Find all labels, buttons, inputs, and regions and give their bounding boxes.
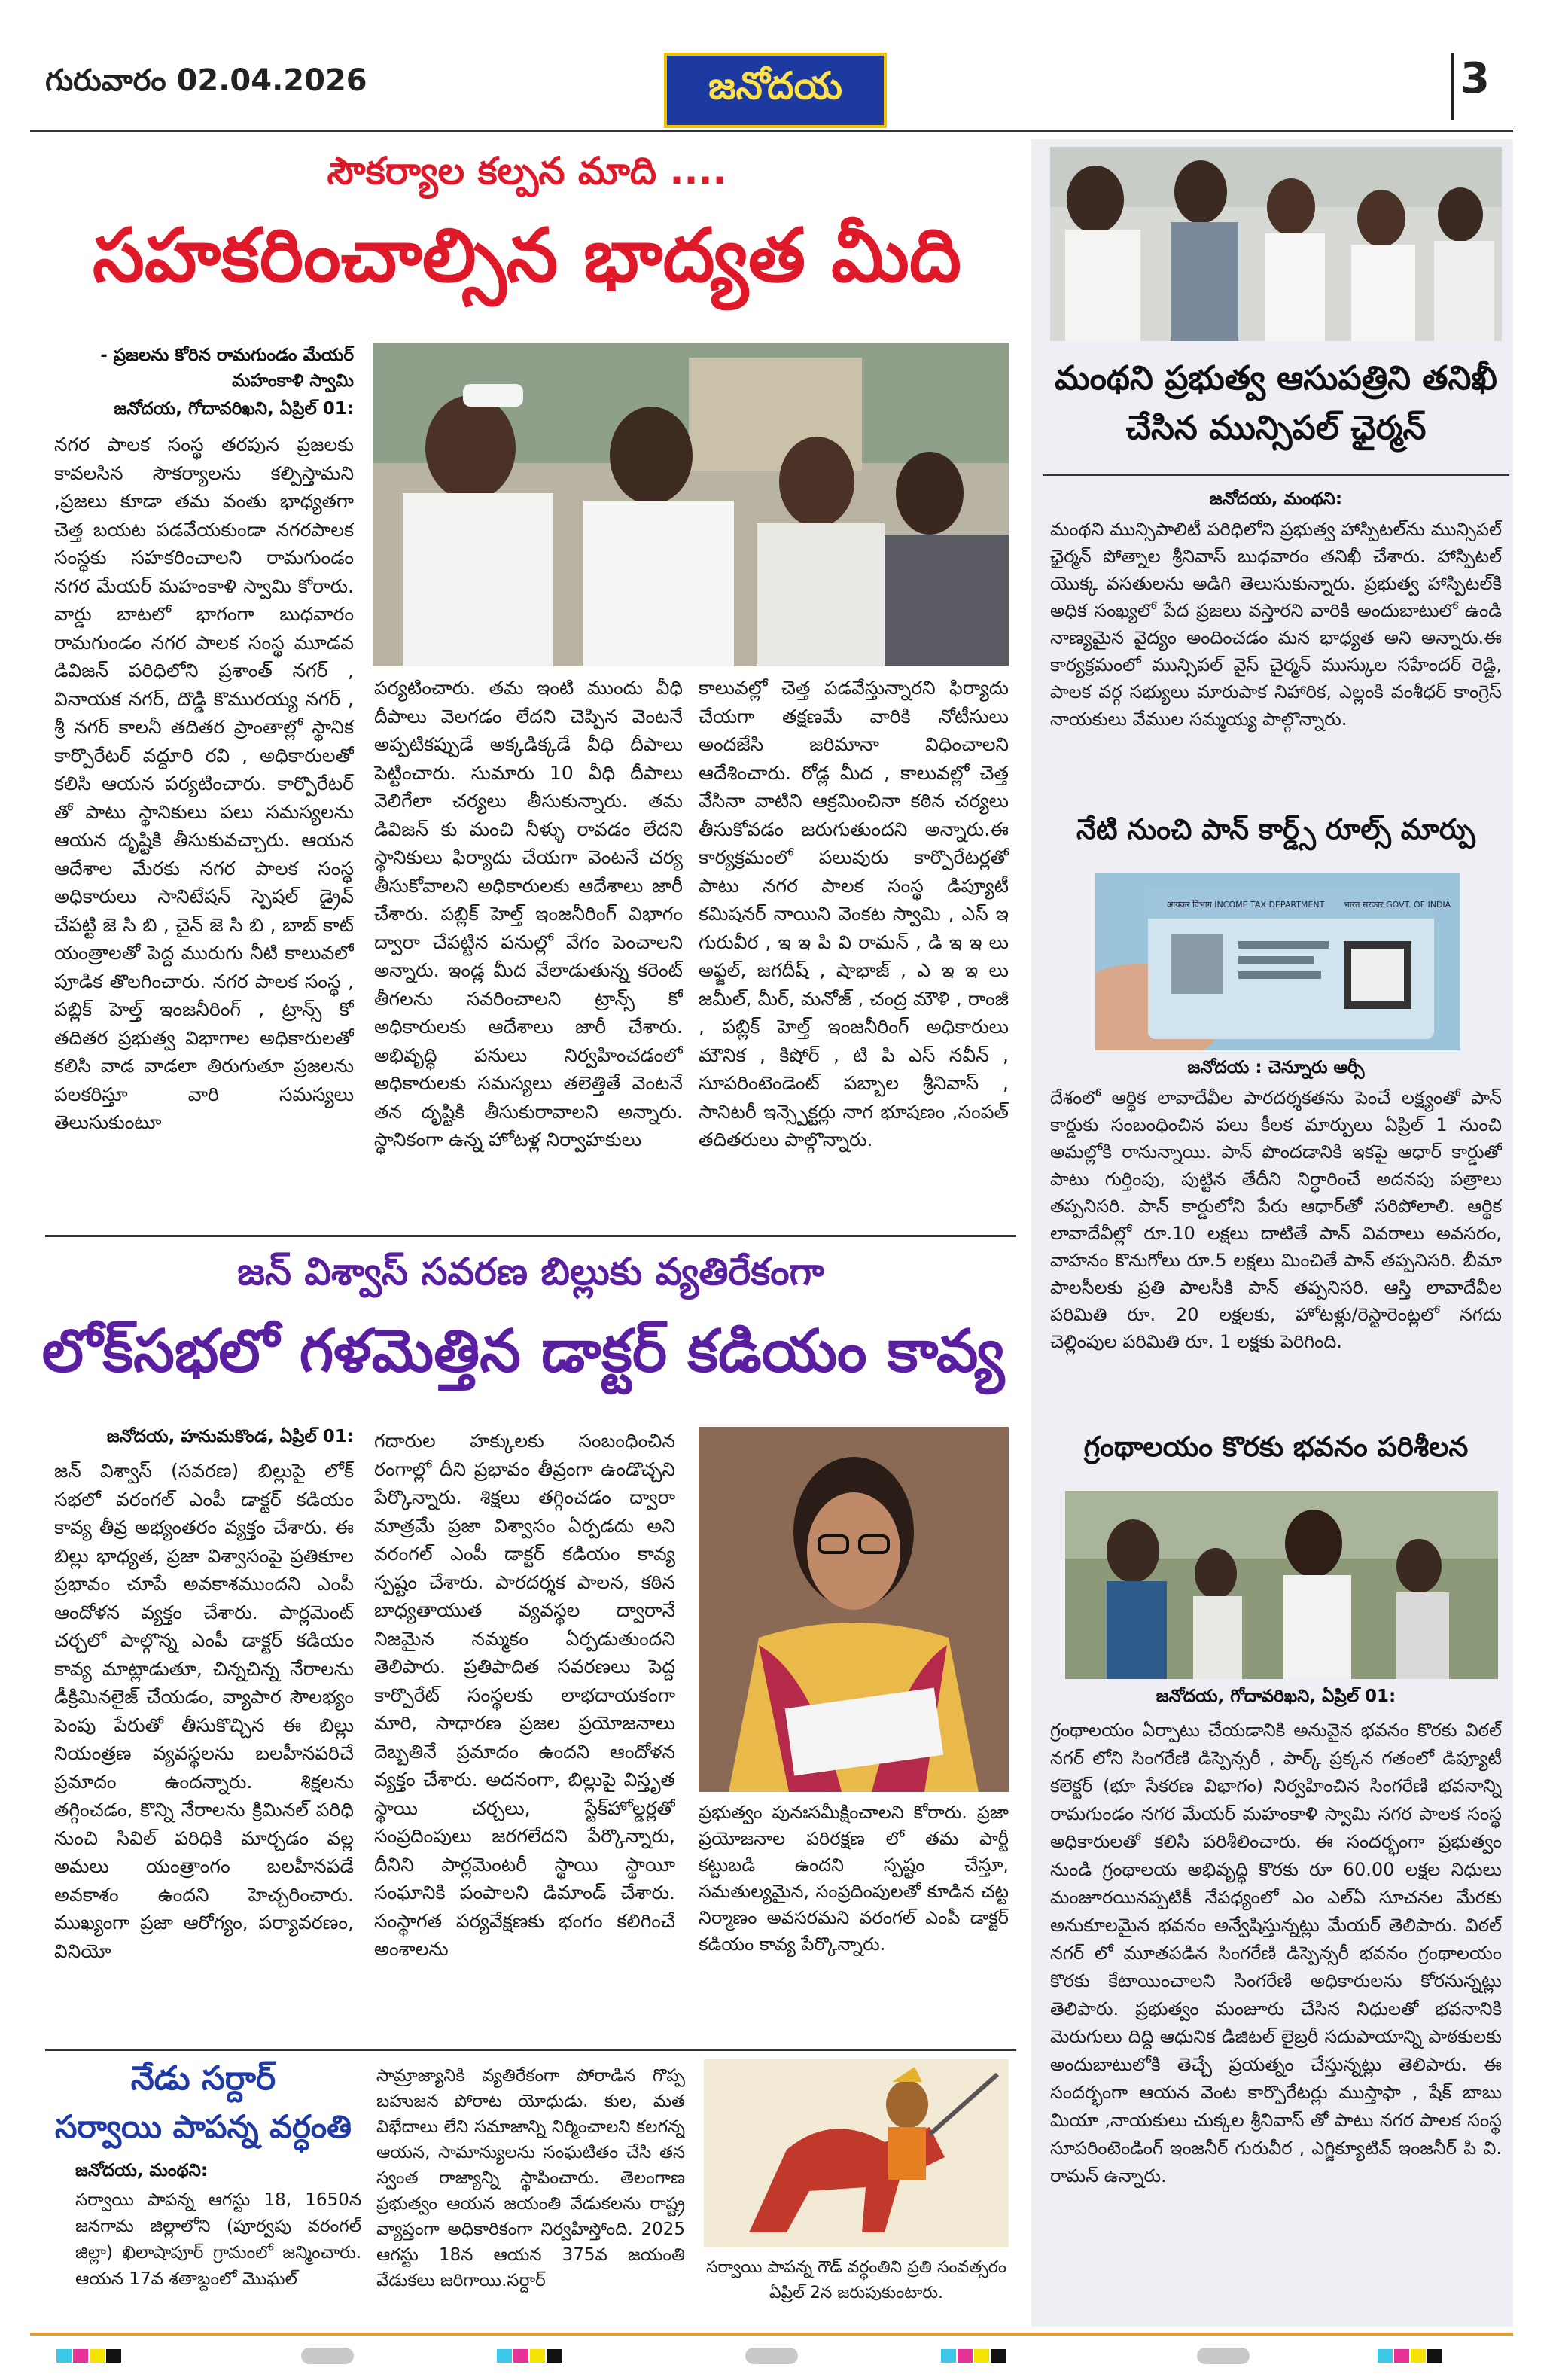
header-rule xyxy=(30,130,1513,132)
story2-continued-text: ప్రభుత్వం పునఃసమీక్షించాలని కోరారు. ప్రజా ప్రయోజనాల పరిరక్షణ లో తమ పార్టీ కట్టుబడి ఉందని స్పష్టం చేస్తూ, సమతుల్యమైన, సంప్రదింపులతో కూడిన చట్ట నిర్మాణం అవసరమని వరంగల్ ఎంపీ డాక్టర్ కడియం కావ్య పేర్కొన్నారు. xyxy=(699,1802,1009,1955)
story1-subhead-text: - ప్రజలను కోరిన రామగుండం మేయర్ మహంకాళి స్వామి xyxy=(100,346,354,391)
story2-column-2: గదారుల హక్కులకు సంబంధించిన రంగాల్లో దీని ప్రభావం తీవ్రంగా ఉండొచ్చని పేర్కొన్నారు. శిక్షలు తగ్గించడం ద్వారా మాత్రమే ప్రజా విశ్వాసం ఏర్పడదు అని వరంగల్ ఎంపీ డాక్టర్ కడియం కావ్య స్పష్టం చేశారు. పారదర్శక పాలన, కఠిన బాధ్యతాయుత వ్యవస్థల ద్వారానే నిజమైన నమ్మకం ఏర్పడుతుందని తెలిపారు. ప్రతిపాదిత సవరణలు పెద్ద కార్పొరేట్ సంస్థలకు లాభదాయకంగా మారి, సాధారణ ప్రజల ప్రయోజనాలు దెబ్బతినే ప్రమాదం ఉందని ఆందోళన వ్యక్తం చేశారు. అదనంగా, బిల్లుపై విస్తృత స్థాయి చర్చలు, స్టేక్‌హోల్డర్లతో సంప్రదింపులు జరగలేదని పేర్కొన్నారు, దీనిని పార్లమెంటరీ స్థాయి స్థాయీ సంఘానికి పంపాలని డిమాండ్ చేశారు. సంస్థాగత పర్యవేక్షణకు భంగం కలిగించే అంశాలను xyxy=(374,1430,675,1960)
section-rule-2 xyxy=(45,2049,1016,2051)
color-registration-bar-3 xyxy=(941,2349,1007,2363)
library-building-inspection-photo xyxy=(1065,1491,1498,1679)
side3-headline: గ్రంథాలయం కొరకు భవనం పరిశీలన xyxy=(1083,1431,1469,1463)
story1-column-1: నగర పాలక సంస్థ తరపున ప్రజలకు కావలసిన సౌకర్యాలను కల్పిస్తామని ,ప్రజలు కూడా తమ వంతు భాధ్యతగా చెత్త బయట పడవేయకుండా నగరపాలక సంస్థకు సహకరించాలని రామగుండం నగర మేయర్ మహంకాళి స్వామి కోరారు. వార్డు బాటలో భాగంగా బుధవారం రామగుండం నగర పాలక సంస్థ మూడవ డివిజన్ పరిధిలోని ప్రశాంత్ నగర్ , వినాయక నగర్, దొడ్డి కొమురయ్య నగర్ , శ్రీ నగర్ కాలనీ తదితర ప్రాంతాల్లో స్థానిక కార్పొరేటర్ వద్దూరి రవి , అధికారులతో కలిసి ఆయన పర్యటించారు. కార్పొరేటర్ తో పాటు స్థానికులు పలు సమస్యలను ఆయన దృష్టికి తీసుకువచ్చారు. ఆయన ఆదేశాల మేరకు నగర పాలక సంస్థ అధికారులు సానిటేషన్ స్పెషల్ డ్రైవ్ చేపట్టి జె సి బి , చైన్ జె సి బి , బాబ్ కాట్ యంత్రాలతో పెద్ద మురుగు నీటి కాలువలో పూడిక తొలగించారు. నగర పాలక సంస్థ , పబ్లిక్ హెల్త్ ఇంజనీరింగ్ , ట్రాన్స్ కో తదితర ప్రభుత్వ విభాగాల అధికారులతో కలిసి వాడ వాడలా తిరుగుతూ ప్రజలను పలకరిస్తూ వారి సమస్యలు తెలుసుకుంటూ xyxy=(54,434,354,1133)
story3-dateline: జనోదయ, మంథని: xyxy=(75,2161,209,2180)
side2-dateline: జనోదయ : చెన్నూరు ఆర్సీ xyxy=(1187,1058,1365,1077)
color-registration-bar-2 xyxy=(497,2349,563,2363)
story1-column-2: పర్యటించారు. తమ ఇంటి ముందు వీధి దీపాలు వెలగడం లేదని చెప్పిన వెంటనే అప్పటికప్పుడే అక్కడిక్కడే వీధి దీపాలు పెట్టించారు. సుమారు 10 వీధి దీపాలు వెలిగేలా చర్యలు తీసుకున్నారు. తమ డివిజన్ కు మంచి నీళ్ళు రావడం లేదని స్థానికులు ఫిర్యాదు చేయగా వెంటనే చర్య తీసుకోవాలని అధికారులకు ఆదేశాలు జారీ చేశారు. పబ్లిక్ హెల్త్ ఇంజనీరింగ్ విభాగం ద్వారా చేపట్టిన పనుల్లో వేగం పెంచాలని అన్నారు. ఇండ్ల మీద వేలాడుతున్న కరెంట్ తీగలను సవరించాలని ట్రాన్స్ కో అధికారులకు ఆదేశాలు జారీ చేశారు. అభివృద్ధి పనులు నిర్వహించడంలో అధికారులకు సమస్యలు తలెత్తితే వెంటనే తన దృష్టికి తీసుకురావాలని అన్నారు. స్థానికంగా ఉన్న హోటళ్ల నిర్వాహకులు xyxy=(374,677,683,1150)
side3-dateline: జనోదయ, గోదావరిఖని, ఏప్రిల్ 01: xyxy=(1156,1687,1396,1706)
section-rule-1 xyxy=(45,1235,1016,1237)
story3-column-2: సామ్రాజ్యానికి వ్యతిరేకంగా పోరాడిన గొప్ప బహుజన పోరాట యోధుడు. కుల, మత విభేదాలు లేని సమాజాన్ని నిర్మించాలని కలగన్న ఆయన, సామాన్యులను సంఘటితం చేసి తన స్వంత రాజ్యాన్ని స్థాపించారు. తెలంగాణ ప్రభుత్వం ఆయన జయంతి వేడుకలను రాష్ట్ర వ్యాప్తంగా అధికారికంగా నిర్వహిస్తోంది. 2025 ఆగస్టు 18న ఆయన 375వ జయంతి వేడుకలు జరిగాయి.సర్దార్ xyxy=(376,2066,685,2290)
side2-body: దేశంలో ఆర్థిక లావాదేవీల పారదర్శకతను పెంచే లక్ష్యంతో పాన్ కార్డుకు సంబంధించిన పలు కీలక మార్పులు ఏప్రిల్ 1 నుంచి అమల్లోకి రానున్నాయి. పాన్ పొందడానికి ఇకపై ఆధార్ కార్డుతో పాటు గుర్తింపు, పుట్టిన తేదీని నిర్ధారించే అదనపు పత్రాలు తప్పనిసరి. పాన్ కార్డులోని పేరు ఆధార్‌తో సరిపోలాలి. ఆర్థిక లావాదేవీల్లో రూ.10 లక్షలు దాటితే పాన్ వివరాలు అవసరం, వాహనం కొనుగోలు రూ.5 లక్షలు మించితే పాన్ తప్పనిసరి. బీమా పాలసీలకు ప్రతి పాలసీకి పాన్ తప్పనిసరి. ఆస్తి లావాదేవీల పరిమితి రూ. 20 లక్షలకు, హోటళ్లు/రెస్టారెంట్లలో నగదు చెల్లింపుల పరిమితి రూ. 1 లక్షకు పెరిగింది. xyxy=(1050,1087,1502,1352)
pan-card-photo xyxy=(1095,873,1460,1050)
masthead-title: జనోదయ xyxy=(708,63,842,108)
color-registration-bar-1 xyxy=(56,2349,123,2363)
story1-kicker: సౌకర్యాల కల్పన మాది .... xyxy=(327,149,727,193)
issue-date: గురువారం 02.04.2026 xyxy=(45,63,367,98)
page-number-divider xyxy=(1451,53,1454,120)
story1-subhead xyxy=(53,343,354,394)
pan-card-govt-label: भारत सरकार GOVT. OF INDIA xyxy=(1344,900,1451,910)
side1-rule xyxy=(1043,474,1509,476)
story1-dateline: జనోదయ, గోదావరిఖని, ఏప్రిల్ 01: xyxy=(114,399,354,419)
masthead-logo xyxy=(664,53,887,128)
story2-kicker: జన్ విశ్వాస్ సవరణ బిల్లుకు వ్యతిరేకంగా xyxy=(237,1250,824,1294)
story1-headline: సహకరించాల్సిన భాద్యత మీది xyxy=(93,213,961,299)
hospital-inspection-photo xyxy=(1050,147,1502,341)
story2-headline: లోక్‌సభలో గళమెత్తిన డాక్టర్ కడియం కావ్య xyxy=(41,1318,1005,1385)
mp-kadiyam-kavya-photo xyxy=(699,1427,1009,1792)
registration-oval-2 xyxy=(745,2348,798,2364)
side1-headline: మంథని ప్రభుత్వ ఆసుపత్రిని తనిఖీ చేసిన మున్సిపల్ ఛైర్మన్ xyxy=(1055,359,1497,447)
mayor-ward-visit-photo xyxy=(373,343,1009,666)
sarvai-papanna-illustration xyxy=(704,2059,1009,2247)
pan-card-dept-label: आयकर विभाग INCOME TAX DEPARTMENT xyxy=(1167,900,1325,910)
page-number: 3 xyxy=(1460,54,1490,103)
story1-column-3: కాలువల్లో చెత్త పడవేస్తున్నారని ఫిర్యాదు చేయగా తక్షణమే వారికి నోటీసులు అందజేసి జరిమానా విధించాలని ఆదేశించారు. రోడ్ల మీద , కాలువల్లో చెత్త వేసినా వాటిని ఆక్రమించినా కఠిన చర్యలు తీసుకోవడం జరుగుతుందని అన్నారు.ఈ కార్యక్రమంలో పలువురు కార్పొరేటర్లతో పాటు నగర పాలక సంస్థ డిప్యూటీ కమిషనర్ నాయిని వెంకట స్వామి , ఎస్ ఇ గురువీర , ఇ ఇ పి వి రామన్ , డి ఇ ఇ లు అఫ్జల్, జగదీష్ , షాభాజ్ , ఎ ఇ ఇ లు జమీల్, మీర్, మనోజ్ , చంద్ర మౌళి , రాంజీ , పబ్లిక్ హెల్త్ ఇంజనీరింగ్ అధికారులు మౌనిక , కిషోర్ , టి పి ఎస్ నవీన్ , సూపరింటెండెంట్ పబ్బాల శ్రీనివాస్ , సానిటరీ ఇన్స్పెక్టర్లు నాగ భూషణం ,సంపత్ తదితరులు పాల్గొన్నారు. xyxy=(699,677,1009,1150)
story3-headline: సర్వాయి పాపన్న వర్ధంతి xyxy=(54,2108,352,2145)
side1-dateline: జనోదయ, మంథని: xyxy=(1209,489,1343,509)
story3-column-1: సర్వాయి పాపన్న ఆగస్టు 18, 1650న జనగామ జిల్లాలోని (పూర్వపు వరంగల్ జిల్లా) ఖిలాషాపూర్ గ్రామంలో జన్మించారు. ఆయన 17వ శతాబ్దంలో మొఘల్ xyxy=(75,2190,361,2289)
side3-body: గ్రంథాలయం ఏర్పాటు చేయడానికి అనువైన భవనం కొరకు విఠల్ నగర్ లోని సింగరేణి డిస్పెన్సరీ , పార్క్ ప్రక్కన గతంలో డిప్యూటీ కలెక్టర్ (భూ సేకరణ విభాగం) నిర్వహించిన సింగరేణి భవనాన్ని రామగుండం నగర మేయర్ మహంకాళి స్వామి నగర పాలక సంస్థ అధికారులతో కలిసి పరిశీలించారు. ఈ సందర్భంగా ప్రభుత్వం నుండి గ్రంథాలయ అభివృద్ధి కొరకు రూ 60.00 లక్షల నిధులు మంజూరయినప్పటికీ నేపధ్యంలో ఎం ఎల్ఏ సూచనల మేరకు అనుకూలమైన భవనం అన్వేషిస్తున్నట్లు మేయర్ తెలిపారు. విఠల్ నగర్ లో మూతపడిన సింగరేణి డిస్పెన్సరీ భవనం గ్రంథాలయం కొరకు కేటాయించాలని సింగరేణి అధికారులను కోరనున్నట్లు తెలిపారు. ప్రభుత్వం మంజూరు చేసిన నిధులతో భవనానికి మెరుగులు దిద్ది ఆధునిక డిజిటల్ లైబ్రరీ సదుపాయాన్ని పాఠకులకు అందుబాటులోకి తెచ్చే ప్రయత్నం చేస్తున్నట్లు తెలిపారు. ఈ సందర్భంగా ఆయన వెంట కార్పొరేటర్లు ముస్తాఫా , షేక్ బాబు మియా ,నాయకులు చుక్కల శ్రీనివాస్ తో పాటు నగర పాలక సంస్థ సూపరింటెండింగ్ ఇంజనీర్ గురువీర , ఎగ్జిక్యూటివ్ ఇంజనీర్ పి వి. రామన్ ఉన్నారు. xyxy=(1050,1720,1502,2186)
registration-oval-3 xyxy=(1197,2348,1250,2364)
registration-oval-1 xyxy=(301,2348,354,2364)
story2-column-1: జన్ విశ్వాస్ (సవరణ) బిల్లుపై లోక్ సభలో వరంగల్ ఎంపీ డాక్టర్ కడియం కావ్య తీవ్ర అభ్యంతరం వ్యక్తం చేశారు. ఈ బిల్లు భాధ్యత, ప్రజా విశ్వాసంపై ప్రతికూల ప్రభావం చూపే అవకాశముందని ఎంపీ ఆందోళన వ్యక్తం చేశారు. పార్లమెంట్ చర్చలో పాల్గొన్న ఎంపీ డాక్టర్ కడియం కావ్య మాట్లాడుతూ, చిన్నచిన్న నేరాలను డీక్రిమినలైజ్ చేయడం, వ్యాపార సౌలభ్యం పెంపు పేరుతో తీసుకొచ్చిన ఈ బిల్లు నియంత్రణ వ్యవస్థలను బలహీనపరిచే ప్రమాదం ఉందన్నారు. శిక్షలను తగ్గించడం, కొన్ని నేరాలను క్రిమినల్ పరిధి నుంచి సివిల్ పరిధికి మార్చడం వల్ల అమలు యంత్రాంగం బలహీనపడే అవకాశం ఉందని హెచ్చరించారు. ముఖ్యంగా ప్రజా ఆరోగ్యం, పర్యావరణం, వినియో xyxy=(54,1460,354,1962)
story3-photo-caption: సర్వాయి పాపన్న గౌడ్ వర్ధంతిని ప్రతి సంవత్సరం ఏప్రిల్ 2న జరుపుకుంటారు. xyxy=(706,2258,1006,2302)
color-registration-bar-4 xyxy=(1378,2349,1444,2363)
story3-kicker: నేడు సర్దార్ xyxy=(130,2059,276,2098)
side2-headline: నేటి నుంచి పాన్ కార్డ్స్ రూల్స్ మార్పు xyxy=(1076,813,1475,846)
side1-body: మంథని మున్సిపాలిటీ పరిధిలోని ప్రభుత్వ హాస్పిటల్‌ను మున్సిపల్ ఛైర్మన్ పోత్నాల శ్రీనివాస్ బుధవారం తనిఖీ చేశారు. హాస్పిటల్ యొక్క వసతులను అడిగి తెలుసుకున్నారు. ప్రభుత్వ హాస్పిటల్‌కి అధిక సంఖ్యలో పేద ప్రజలు వస్తారని వారికి అందుబాటులో ఉండి నాణ్యమైన వైద్యం అందించడం మన భాధ్యత అని అన్నారు.ఈ కార్యక్రమంలో మున్సిపల్ వైస్ చైర్మన్ ముస్కుల సహేందర్ రెడ్డి, పాలక వర్గ సభ్యులు మారుపాక నిహారిక, ఎల్లంకి వంశీధర్ కాంగ్రెస్ నాయకులు వేముల సమ్మయ్య పాల్గొన్నారు. xyxy=(1050,519,1502,730)
footer-rule xyxy=(30,2333,1513,2336)
story2-dateline: జనోదయ, హనుమకొండ, ఏప్రిల్ 01: xyxy=(106,1427,354,1446)
